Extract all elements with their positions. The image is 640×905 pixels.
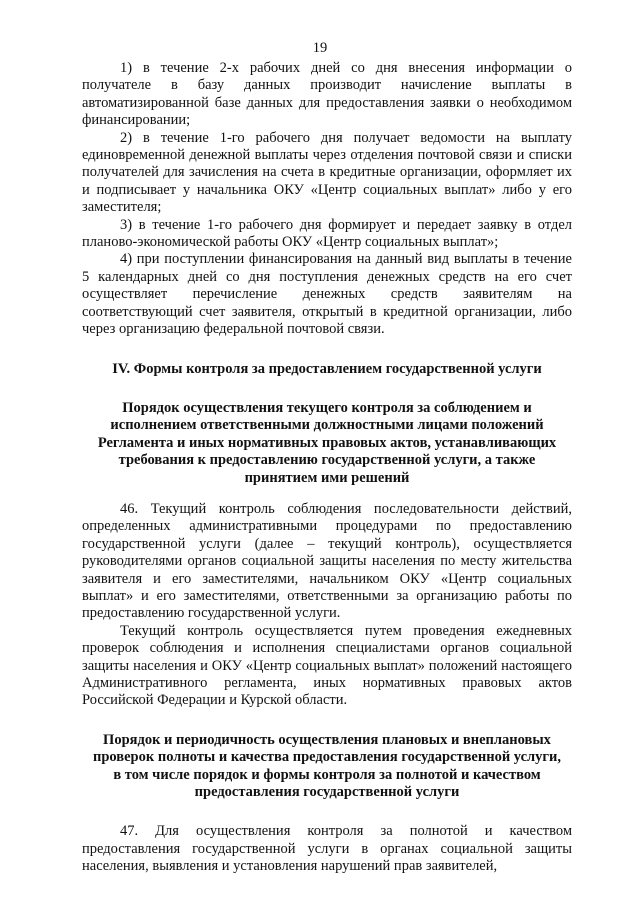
paragraph-step-3: 3) в течение 1-го рабочего дня формирует и передает заявку в отдел планово-экономической работы ОКУ «Центр социальных выплат»;	[82, 216, 572, 251]
document-body	[82, 60, 572, 876]
paragraph-47: 47. Для осуществления контроля за полнотой и качеством предоставления государственной услуги в органах социальной защиты населения, выявления и установления нарушений прав заявителей,	[82, 823, 572, 875]
paragraph-step-2: 2) в течение 1-го рабочего дня получает ведомости на выплату единовременной денежной выплаты через отделения почтовой связи и списки получателей для зачисления на счета в кредитные организации, оформляет их и подписывает у начальника ОКУ «Центр социальных выплат» либо у его заместителя;	[82, 129, 572, 216]
subheading-current-control: Порядок осуществления текущего контроля за соблюдением и исполнением ответственными должностными лицами положений Регламента и иных нормативных правовых актов, устанавливающих требования к предоставлению государственной услуги, а также принятием ими решений	[97, 399, 557, 486]
page-number: 19	[312, 40, 328, 56]
paragraph-46: 46. Текущий контроль соблюдения последовательности действий, определенных административными процедурами по предоставлению государственной услуги (далее – текущий контроль), осуществляется руководителями органов социальной защиты населения по месту жительства заявителя и его заместителями, начальником ОКУ «Центр социальных выплат» и его заместителями, ответственными за организацию работы по предоставлению государственной услуги.	[82, 500, 572, 622]
section-title: IV. Формы контроля за предоставлением государственной услуги	[112, 360, 542, 377]
subheading-inspections: Порядок и периодичность осуществления плановых и внеплановых проверок полноты и качества предоставления государственной услуги, в том числе порядок и формы контроля за полнотой и качеством предоставления государственной услуги	[92, 731, 561, 801]
paragraph-step-4: 4) при поступлении финансирования на данный вид выплаты в течение 5 календарных дней со дня поступления денежных средств на его счет осуществляет перечисление денежных средств заявителям на соответствующий счет заявителя, открытый в кредитной организации, либо через организацию федеральной почтовой связи.	[82, 251, 572, 338]
paragraph-step-1: 1) в течение 2-х рабочих дней со дня внесения информации о получателе в базу данных производит начисление выплаты в автоматизированной базе данных для предоставления заявки о необходимом финансировании;	[82, 60, 572, 129]
paragraph-46-continued: Текущий контроль осуществляется путем проведения ежедневных проверок соблюдения и исполнения специалистами органов социальной защиты населения и ОКУ «Центр социальных выплат» положений настоящего Административного регламента, иных нормативных правовых актов Российской Федерации и Курской области.	[82, 622, 572, 709]
